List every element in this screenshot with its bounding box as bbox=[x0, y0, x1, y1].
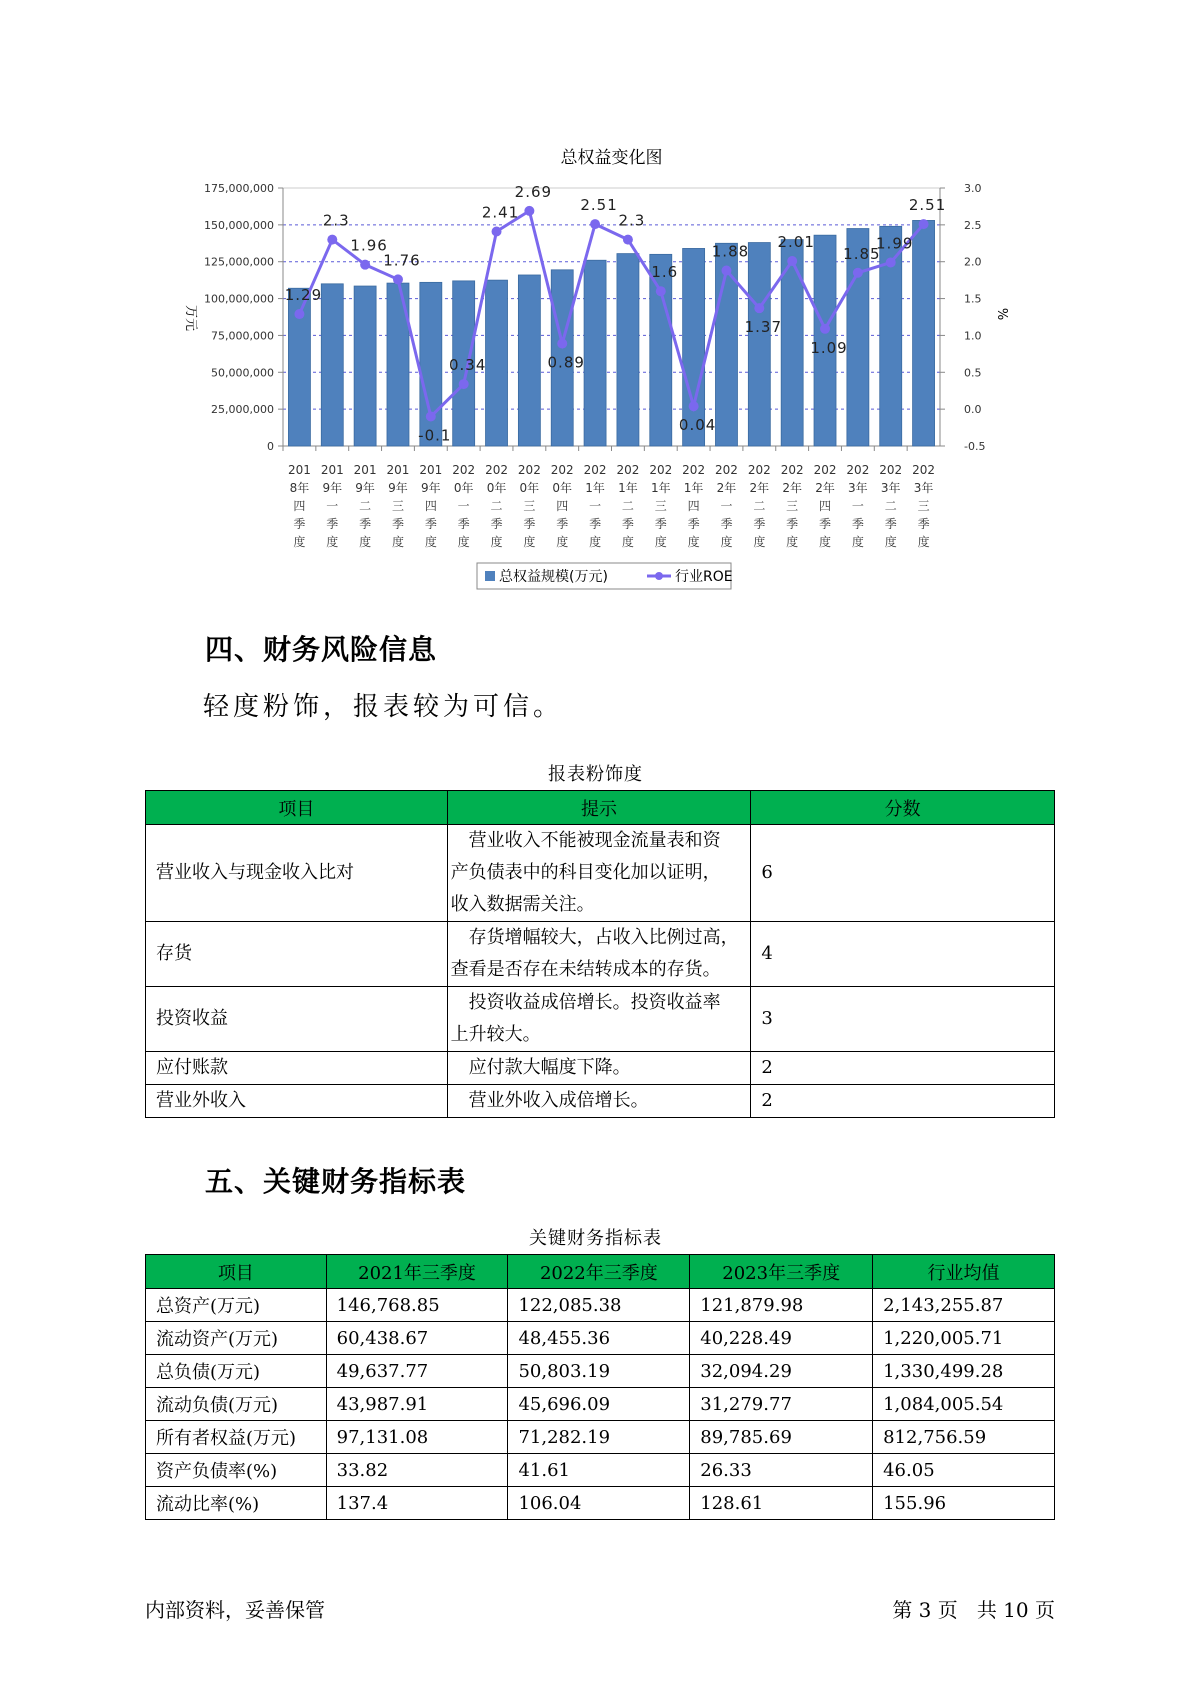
risk-header-cell: 提示 bbox=[447, 791, 751, 825]
y2-tick-label: 3.0 bbox=[964, 182, 982, 195]
x-tick-label: 201 bbox=[287, 463, 311, 477]
risk-table bbox=[145, 790, 1055, 1118]
x-tick-label: 202 bbox=[846, 463, 870, 477]
kfi-value-cell: 48,455.36 bbox=[508, 1322, 690, 1355]
kfi-value-cell: 46.05 bbox=[873, 1454, 1055, 1487]
equity-bar bbox=[617, 254, 639, 446]
roe-data-label: 1.99 bbox=[876, 234, 914, 253]
roe-point bbox=[590, 219, 600, 229]
x-tick-label: 度 bbox=[457, 535, 470, 549]
roe-data-label: 2.51 bbox=[580, 196, 618, 215]
x-tick-label: 1年 bbox=[683, 481, 704, 495]
x-tick-label: 度 bbox=[884, 535, 897, 549]
risk-score-cell: 3 bbox=[751, 987, 1055, 1052]
x-tick-label: 202 bbox=[649, 463, 673, 477]
x-tick-label: 三 bbox=[917, 499, 930, 513]
kfi-item-cell: 流动负债(万元) bbox=[146, 1388, 327, 1421]
x-tick-label: 度 bbox=[359, 535, 372, 549]
legend-swatch-point bbox=[655, 572, 663, 580]
footer-confidential: 内部资料，妥善保管 bbox=[145, 1598, 325, 1622]
risk-header-cell: 分数 bbox=[751, 791, 1055, 825]
kfi-item-cell: 总资产(万元) bbox=[146, 1289, 327, 1322]
x-tick-label: 201 bbox=[353, 463, 377, 477]
roe-data-label: 1.85 bbox=[843, 244, 881, 263]
x-tick-label: 季 bbox=[753, 517, 766, 531]
legend-label-line: 行业ROE bbox=[675, 569, 733, 585]
kfi-value-cell: 50,803.19 bbox=[508, 1355, 690, 1388]
roe-data-label: -0.1 bbox=[418, 426, 452, 445]
risk-hint-line: 存货增幅较大，占收入比例过高， bbox=[450, 927, 739, 948]
roe-data-label: 2.01 bbox=[777, 232, 815, 251]
x-tick-label: 季 bbox=[490, 517, 503, 531]
table-row bbox=[146, 825, 1055, 922]
kfi-value-cell: 32,094.29 bbox=[690, 1355, 873, 1388]
kfi-value-cell: 1,084,005.54 bbox=[873, 1388, 1055, 1421]
x-tick-label: 0年 bbox=[519, 481, 540, 495]
roe-data-label: 1.76 bbox=[383, 251, 421, 270]
x-tick-label: 一 bbox=[851, 499, 864, 513]
x-tick-label: 度 bbox=[391, 535, 404, 549]
x-tick-label: 2年 bbox=[716, 481, 737, 495]
roe-data-label: 2.69 bbox=[514, 182, 553, 201]
risk-item-cell: 营业收入与现金收入比对 bbox=[146, 825, 448, 922]
roe-point bbox=[853, 268, 863, 278]
kfi-item-cell: 流动比率(%) bbox=[146, 1487, 327, 1520]
roe-point bbox=[393, 274, 403, 284]
table-row bbox=[146, 1085, 1055, 1118]
x-tick-label: 度 bbox=[654, 535, 667, 549]
x-tick-label: 季 bbox=[786, 517, 799, 531]
x-tick-label: 三 bbox=[786, 499, 799, 513]
roe-data-label: 1.09 bbox=[810, 338, 848, 357]
x-tick-label: 一 bbox=[589, 499, 602, 513]
table-row bbox=[146, 922, 1055, 987]
x-tick-label: 四 bbox=[424, 499, 437, 513]
y2-tick-label: 2.5 bbox=[964, 218, 982, 232]
kfi-header-cell: 2022年三季度 bbox=[508, 1255, 690, 1289]
x-tick-label: 季 bbox=[851, 517, 864, 531]
x-tick-label: 9年 bbox=[388, 481, 408, 495]
roe-point bbox=[689, 401, 699, 411]
roe-point bbox=[557, 339, 567, 349]
x-tick-label: 2年 bbox=[815, 481, 835, 495]
plot-area bbox=[283, 188, 940, 446]
x-tick-label: 202 bbox=[550, 463, 574, 477]
legend-swatch-bar bbox=[485, 571, 495, 581]
x-tick-label: 二 bbox=[753, 499, 766, 513]
y-tick-label: 0 bbox=[267, 440, 274, 453]
table-row bbox=[146, 1388, 1055, 1421]
x-tick-label: 度 bbox=[326, 535, 339, 549]
roe-data-label: 0.04 bbox=[678, 416, 717, 435]
risk-hint-cell bbox=[447, 922, 751, 987]
roe-point bbox=[787, 256, 797, 266]
x-tick-label: 0年 bbox=[453, 481, 474, 495]
x-tick-label: 2年 bbox=[782, 481, 802, 495]
kfi-value-cell: 40,228.49 bbox=[690, 1322, 873, 1355]
roe-point bbox=[886, 257, 896, 267]
risk-hint-line: 应付款大幅度下降。 bbox=[450, 1057, 631, 1078]
roe-point bbox=[327, 235, 337, 245]
risk-hint-line: 查看是否存在未结转成本的存货。 bbox=[450, 959, 721, 980]
x-tick-label: 季 bbox=[326, 517, 339, 531]
kfi-header-cell: 2023年三季度 bbox=[690, 1255, 873, 1289]
risk-hint-cell bbox=[447, 1085, 751, 1118]
risk-hint-line: 收入数据需关注。 bbox=[450, 894, 595, 915]
risk-hint-line: 产负债表中的科目变化加以证明， bbox=[450, 862, 721, 883]
table-row bbox=[146, 1487, 1055, 1520]
key-financial-indicators-table bbox=[145, 1254, 1055, 1520]
kfi-value-cell: 71,282.19 bbox=[508, 1421, 690, 1454]
kfi-value-cell: 43,987.91 bbox=[326, 1388, 508, 1421]
roe-point bbox=[360, 260, 370, 270]
risk-item-cell: 应付账款 bbox=[146, 1052, 448, 1085]
equity-bar bbox=[650, 254, 672, 446]
kfi-item-cell: 流动资产(万元) bbox=[146, 1322, 327, 1355]
equity-bar bbox=[518, 275, 540, 446]
x-tick-label: 季 bbox=[457, 517, 470, 531]
chart-title: 总权益变化图 bbox=[560, 148, 663, 168]
kfi-value-cell: 60,438.67 bbox=[326, 1322, 508, 1355]
roe-data-label: 2.3 bbox=[618, 211, 646, 230]
x-tick-label: 202 bbox=[616, 463, 640, 477]
kfi-table-caption: 关键财务指标表 bbox=[529, 1228, 662, 1249]
roe-point bbox=[623, 235, 633, 245]
x-tick-label: 3年 bbox=[848, 481, 868, 495]
risk-hint-line: 投资收益成倍增长。投资收益率 bbox=[450, 992, 721, 1013]
x-tick-label: 202 bbox=[813, 463, 837, 477]
x-tick-label: 1年 bbox=[650, 481, 671, 495]
x-tick-label: 度 bbox=[851, 535, 864, 549]
x-tick-label: 度 bbox=[556, 535, 569, 549]
risk-score-cell: 6 bbox=[751, 825, 1055, 922]
footer-page-number: 第 3 页 共 10 页 bbox=[892, 1598, 1055, 1622]
x-tick-label: 三 bbox=[654, 499, 667, 513]
y2-tick-label: 1.5 bbox=[964, 292, 982, 306]
y-tick-label: 125,000,000 bbox=[204, 255, 274, 269]
x-tick-label: 度 bbox=[819, 535, 832, 549]
x-tick-label: 202 bbox=[747, 463, 771, 477]
equity-bar bbox=[584, 260, 606, 446]
kfi-value-cell: 31,279.77 bbox=[690, 1388, 873, 1421]
y-tick-label: 75,000,000 bbox=[211, 329, 274, 343]
x-tick-label: 季 bbox=[720, 517, 733, 531]
kfi-item-cell: 所有者权益(万元) bbox=[146, 1421, 327, 1454]
risk-item-cell: 存货 bbox=[146, 922, 448, 987]
kfi-value-cell: 121,879.98 bbox=[690, 1289, 873, 1322]
risk-item-cell: 营业外收入 bbox=[146, 1085, 448, 1118]
x-tick-label: 一 bbox=[457, 499, 470, 513]
roe-data-label: 1.88 bbox=[711, 242, 750, 261]
x-tick-label: 202 bbox=[452, 463, 476, 477]
kfi-value-cell: 49,637.77 bbox=[326, 1355, 508, 1388]
risk-item-cell: 投资收益 bbox=[146, 987, 448, 1052]
x-tick-label: 0年 bbox=[486, 481, 507, 495]
x-tick-label: 季 bbox=[884, 517, 897, 531]
x-tick-label: 202 bbox=[912, 463, 936, 477]
x-tick-label: 季 bbox=[687, 517, 700, 531]
equity-bar bbox=[486, 280, 508, 446]
x-tick-label: 度 bbox=[424, 535, 437, 549]
risk-header-cell: 项目 bbox=[146, 791, 448, 825]
table-row bbox=[146, 987, 1055, 1052]
roe-point bbox=[492, 226, 502, 236]
kfi-item-cell: 资产负债率(%) bbox=[146, 1454, 327, 1487]
roe-data-label: 1.37 bbox=[744, 318, 783, 337]
x-tick-label: 四 bbox=[687, 499, 700, 513]
kfi-value-cell: 1,330,499.28 bbox=[873, 1355, 1055, 1388]
x-tick-label: 二 bbox=[490, 499, 503, 513]
x-tick-label: 季 bbox=[819, 517, 832, 531]
roe-data-label: 1.96 bbox=[350, 236, 388, 255]
risk-score-cell: 2 bbox=[751, 1052, 1055, 1085]
kfi-value-cell: 812,756.59 bbox=[873, 1421, 1055, 1454]
kfi-value-cell: 2,143,255.87 bbox=[873, 1289, 1055, 1322]
y-axis-title: 万元 bbox=[183, 304, 198, 332]
legend-label-bar: 总权益规模(万元) bbox=[499, 569, 608, 585]
kfi-header-cell: 行业均值 bbox=[873, 1255, 1055, 1289]
table-row bbox=[146, 1421, 1055, 1454]
y-tick-label: 50,000,000 bbox=[211, 366, 274, 380]
x-tick-label: 8年 bbox=[289, 481, 310, 495]
y2-tick-label: -0.5 bbox=[964, 440, 986, 453]
risk-table-caption: 报表粉饰度 bbox=[548, 764, 643, 785]
x-tick-label: 度 bbox=[523, 535, 536, 549]
risk-hint-line: 上升较大。 bbox=[450, 1024, 541, 1045]
roe-point bbox=[524, 206, 534, 216]
x-tick-label: 季 bbox=[424, 517, 437, 531]
roe-point bbox=[656, 286, 666, 296]
x-tick-label: 度 bbox=[687, 535, 700, 549]
roe-point bbox=[919, 219, 929, 229]
risk-hint-line: 营业收入不能被现金流量表和资 bbox=[450, 830, 721, 851]
table-row bbox=[146, 1355, 1055, 1388]
roe-point bbox=[754, 303, 764, 313]
equity-bar bbox=[321, 284, 343, 446]
x-tick-label: 1年 bbox=[618, 481, 638, 495]
risk-score-cell: 4 bbox=[751, 922, 1055, 987]
x-tick-label: 三 bbox=[391, 499, 404, 513]
x-tick-label: 201 bbox=[320, 463, 344, 477]
x-tick-label: 度 bbox=[621, 535, 634, 549]
roe-data-label: 1.29 bbox=[284, 286, 323, 305]
roe-data-label: 0.89 bbox=[547, 353, 585, 372]
y2-axis-title: % bbox=[994, 307, 1009, 321]
roe-data-label: 1.6 bbox=[651, 263, 679, 282]
roe-data-label: 0.34 bbox=[448, 356, 487, 375]
kfi-value-cell: 97,131.08 bbox=[326, 1421, 508, 1454]
total-equity-chart bbox=[0, 0, 1191, 600]
x-tick-label: 2年 bbox=[749, 481, 770, 495]
section4-heading: 四、财务风险信息 bbox=[205, 633, 438, 666]
kfi-item-cell: 总负债(万元) bbox=[146, 1355, 327, 1388]
roe-point bbox=[426, 412, 436, 422]
x-tick-label: 度 bbox=[753, 535, 766, 549]
table-row bbox=[146, 1289, 1055, 1322]
kfi-header-cell: 项目 bbox=[146, 1255, 327, 1289]
roe-point bbox=[721, 266, 731, 276]
section5-heading: 五、关键财务指标表 bbox=[205, 1165, 467, 1198]
x-tick-label: 度 bbox=[786, 535, 799, 549]
y2-tick-label: 1.0 bbox=[964, 329, 982, 343]
x-tick-label: 度 bbox=[589, 535, 602, 549]
risk-hint-cell bbox=[447, 1052, 751, 1085]
y2-tick-label: 2.0 bbox=[964, 255, 982, 269]
kfi-value-cell: 122,085.38 bbox=[508, 1289, 690, 1322]
x-tick-label: 9年 bbox=[322, 481, 343, 495]
x-tick-label: 201 bbox=[419, 463, 443, 477]
x-tick-label: 二 bbox=[621, 499, 634, 513]
x-tick-label: 0年 bbox=[552, 481, 573, 495]
x-tick-label: 202 bbox=[879, 463, 903, 477]
x-tick-label: 季 bbox=[917, 517, 930, 531]
x-tick-label: 季 bbox=[621, 517, 634, 531]
kfi-value-cell: 106.04 bbox=[508, 1487, 690, 1520]
y-tick-label: 150,000,000 bbox=[204, 218, 274, 232]
x-tick-label: 四 bbox=[556, 499, 569, 513]
x-tick-label: 202 bbox=[583, 463, 607, 477]
x-tick-label: 二 bbox=[884, 499, 897, 513]
kfi-value-cell: 41.61 bbox=[508, 1454, 690, 1487]
x-tick-label: 季 bbox=[556, 517, 569, 531]
x-tick-label: 201 bbox=[386, 463, 410, 477]
x-tick-label: 202 bbox=[780, 463, 804, 477]
kfi-header-cell: 2021年三季度 bbox=[326, 1255, 508, 1289]
y-tick-label: 175,000,000 bbox=[204, 182, 274, 195]
x-tick-label: 度 bbox=[490, 535, 503, 549]
x-tick-label: 度 bbox=[293, 535, 306, 549]
table-row bbox=[146, 1454, 1055, 1487]
roe-point bbox=[294, 309, 304, 319]
kfi-value-cell: 155.96 bbox=[873, 1487, 1055, 1520]
equity-bar bbox=[913, 220, 935, 446]
x-tick-label: 202 bbox=[485, 463, 508, 477]
roe-point bbox=[459, 379, 469, 389]
x-tick-label: 季 bbox=[359, 517, 372, 531]
risk-hint-cell bbox=[447, 825, 751, 922]
risk-hint-line: 营业外收入成倍增长。 bbox=[450, 1090, 649, 1111]
roe-point bbox=[820, 324, 830, 334]
x-tick-label: 9年 bbox=[355, 481, 375, 495]
table-row bbox=[146, 1322, 1055, 1355]
x-tick-label: 202 bbox=[517, 463, 541, 477]
risk-hint-cell bbox=[447, 987, 751, 1052]
x-tick-label: 四 bbox=[819, 499, 832, 513]
kfi-value-cell: 1,220,005.71 bbox=[873, 1322, 1055, 1355]
x-tick-label: 季 bbox=[293, 517, 306, 531]
y-tick-label: 100,000,000 bbox=[204, 292, 274, 306]
kfi-value-cell: 146,768.85 bbox=[326, 1289, 508, 1322]
x-tick-label: 202 bbox=[715, 463, 738, 477]
roe-data-label: 2.41 bbox=[481, 203, 520, 222]
y-tick-label: 25,000,000 bbox=[211, 403, 274, 417]
x-tick-label: 3年 bbox=[913, 481, 934, 495]
roe-data-label: 2.51 bbox=[908, 196, 947, 215]
x-tick-label: 度 bbox=[720, 535, 733, 549]
x-tick-label: 季 bbox=[523, 517, 536, 531]
kfi-value-cell: 26.33 bbox=[690, 1454, 873, 1487]
kfi-value-cell: 45,696.09 bbox=[508, 1388, 690, 1421]
equity-bar bbox=[354, 286, 376, 446]
x-tick-label: 度 bbox=[917, 535, 930, 549]
table-row bbox=[146, 1052, 1055, 1085]
risk-score-cell: 2 bbox=[751, 1085, 1055, 1118]
x-tick-label: 季 bbox=[391, 517, 404, 531]
section4-summary: 轻度粉饰，报表较为可信。 bbox=[203, 692, 564, 722]
x-tick-label: 9年 bbox=[421, 481, 441, 495]
x-tick-label: 四 bbox=[293, 499, 306, 513]
x-tick-label: 3年 bbox=[880, 481, 901, 495]
y2-tick-label: 0.0 bbox=[964, 403, 982, 417]
x-tick-label: 一 bbox=[720, 499, 733, 513]
kfi-value-cell: 137.4 bbox=[326, 1487, 508, 1520]
x-tick-label: 一 bbox=[326, 499, 339, 513]
x-tick-label: 季 bbox=[654, 517, 667, 531]
x-tick-label: 季 bbox=[589, 517, 602, 531]
kfi-value-cell: 89,785.69 bbox=[690, 1421, 873, 1454]
equity-bar bbox=[748, 243, 770, 446]
x-tick-label: 202 bbox=[682, 463, 706, 477]
x-tick-label: 1年 bbox=[585, 481, 605, 495]
x-tick-label: 二 bbox=[359, 499, 372, 513]
y2-tick-label: 0.5 bbox=[964, 366, 982, 380]
kfi-value-cell: 128.61 bbox=[690, 1487, 873, 1520]
roe-data-label: 2.3 bbox=[322, 211, 350, 230]
x-tick-label: 三 bbox=[523, 499, 536, 513]
kfi-value-cell: 33.82 bbox=[326, 1454, 508, 1487]
